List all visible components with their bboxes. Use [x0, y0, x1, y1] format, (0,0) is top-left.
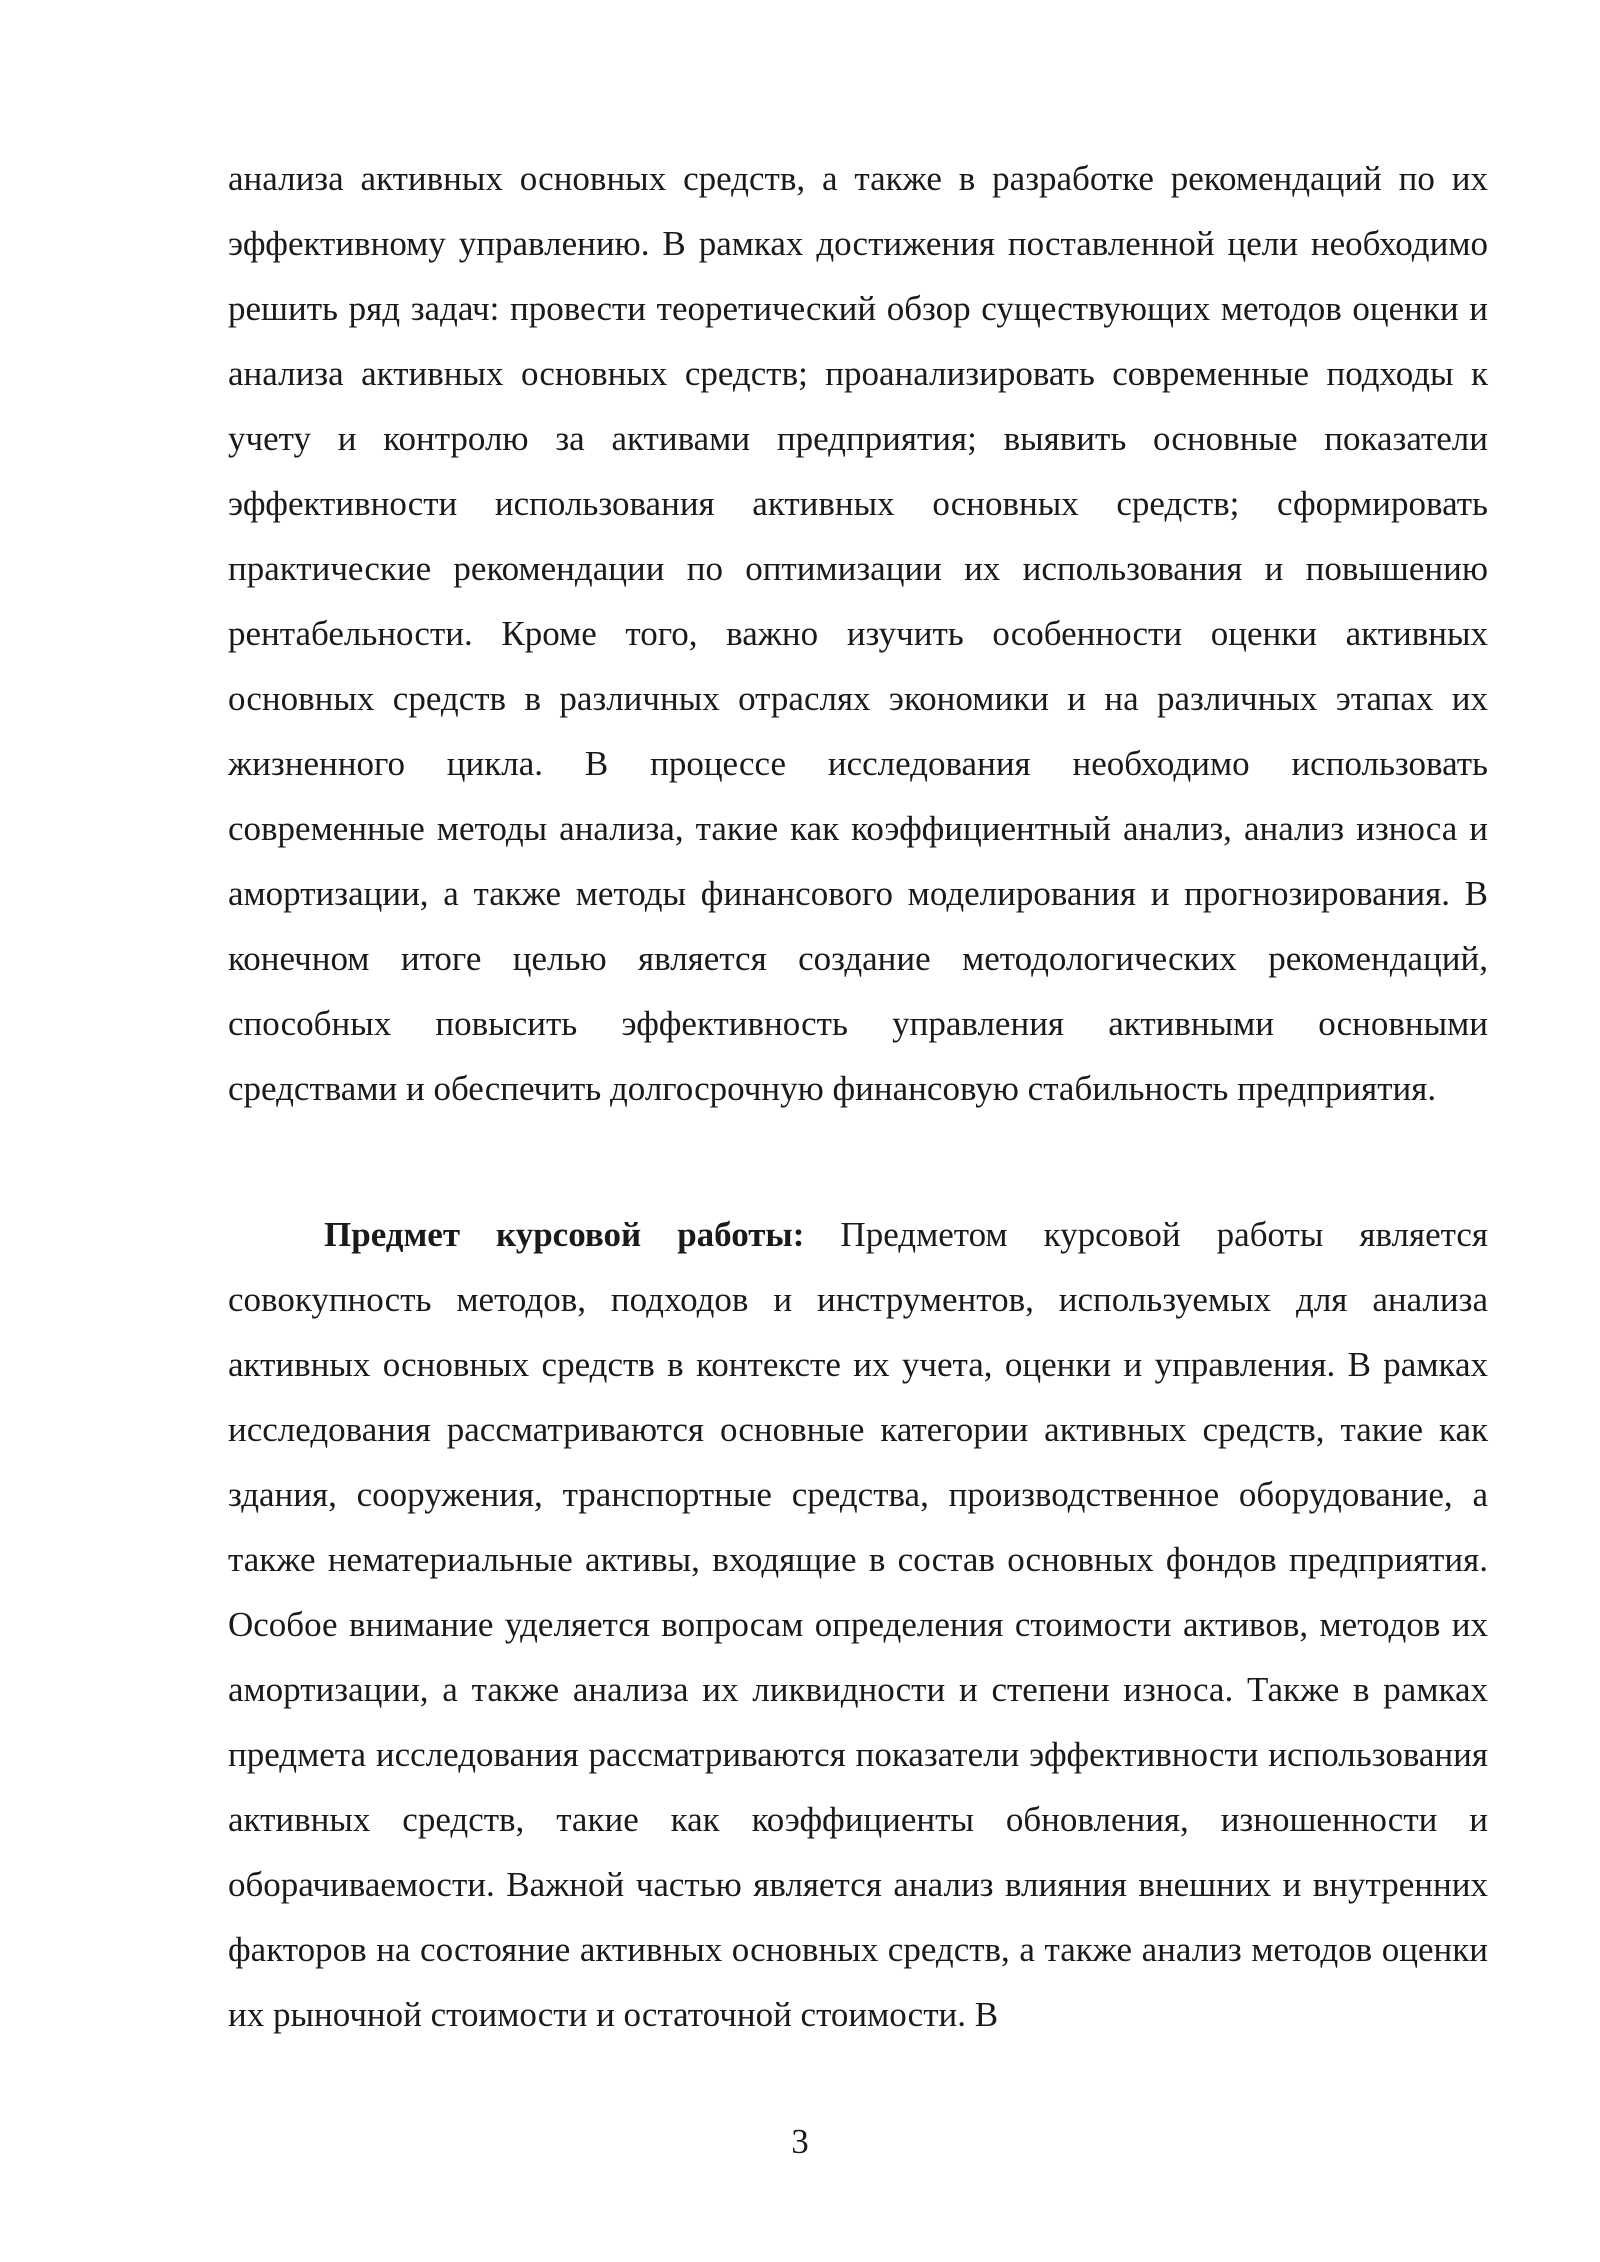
paragraph-subject-heading: Предмет курсовой работы: [324, 1215, 805, 1254]
paragraph-subject-body: Предметом курсовой работы является совокупность методов, подходов и инструментов, используемых для анализа активных основных средств в контексте их учета, оценки и управления. В рамках исследования рассматриваются основные категории активных средств, такие как здания, сооружения, транспортные средства, производственное оборудование, а также нематериальные активы, входящие в состав основных фондов предприятия. Особое внимание уделяется вопросам определения стоимости активов, методов их амортизации, а также анализа их ликвидности и степени износа. Также в рамках предмета исследования рассматриваются показатели эффективности использования активных средств, такие как коэффициенты обновления, изношенности и оборачиваемости. Важной частью является анализ влияния внешних и внутренних факторов на состояние активных основных средств, а также анализ методов оценки их рыночной стоимости и остаточной стоимости. В [228, 1215, 1488, 2034]
page-number: 3 [791, 2122, 809, 2161]
paragraph-goals [228, 146, 1488, 1121]
paragraph-goals-text: анализа активных основных средств, а также в разработке рекомендаций по их эффективному управлению. В рамках достижения поставленной цели необходимо решить ряд задач: провести теоретический обзор существующих методов оценки и анализа активных основных средств; проанализировать современные подходы к учету и контролю за активами предприятия; выявить основные показатели эффективности использования активных основных средств; сформировать практические рекомендации по оптимизации их использования и повышению рентабельности. Кроме того, важно изучить особенности оценки активных основных средств в различных отраслях экономики и на различных этапах их жизненного цикла. В процессе исследования необходимо использовать современные методы анализа, такие как коэффициентный анализ, анализ износа и амортизации, а также методы финансового моделирования и прогнозирования. В конечном итоге целью является создание методологических рекомендаций, способных повысить эффективность управления активными основными средствами и обеспечить долгосрочную финансовую стабильность предприятия. [228, 159, 1488, 1108]
paragraph-subject-text [228, 1202, 1488, 2047]
paragraph-subject [228, 1202, 1488, 2047]
